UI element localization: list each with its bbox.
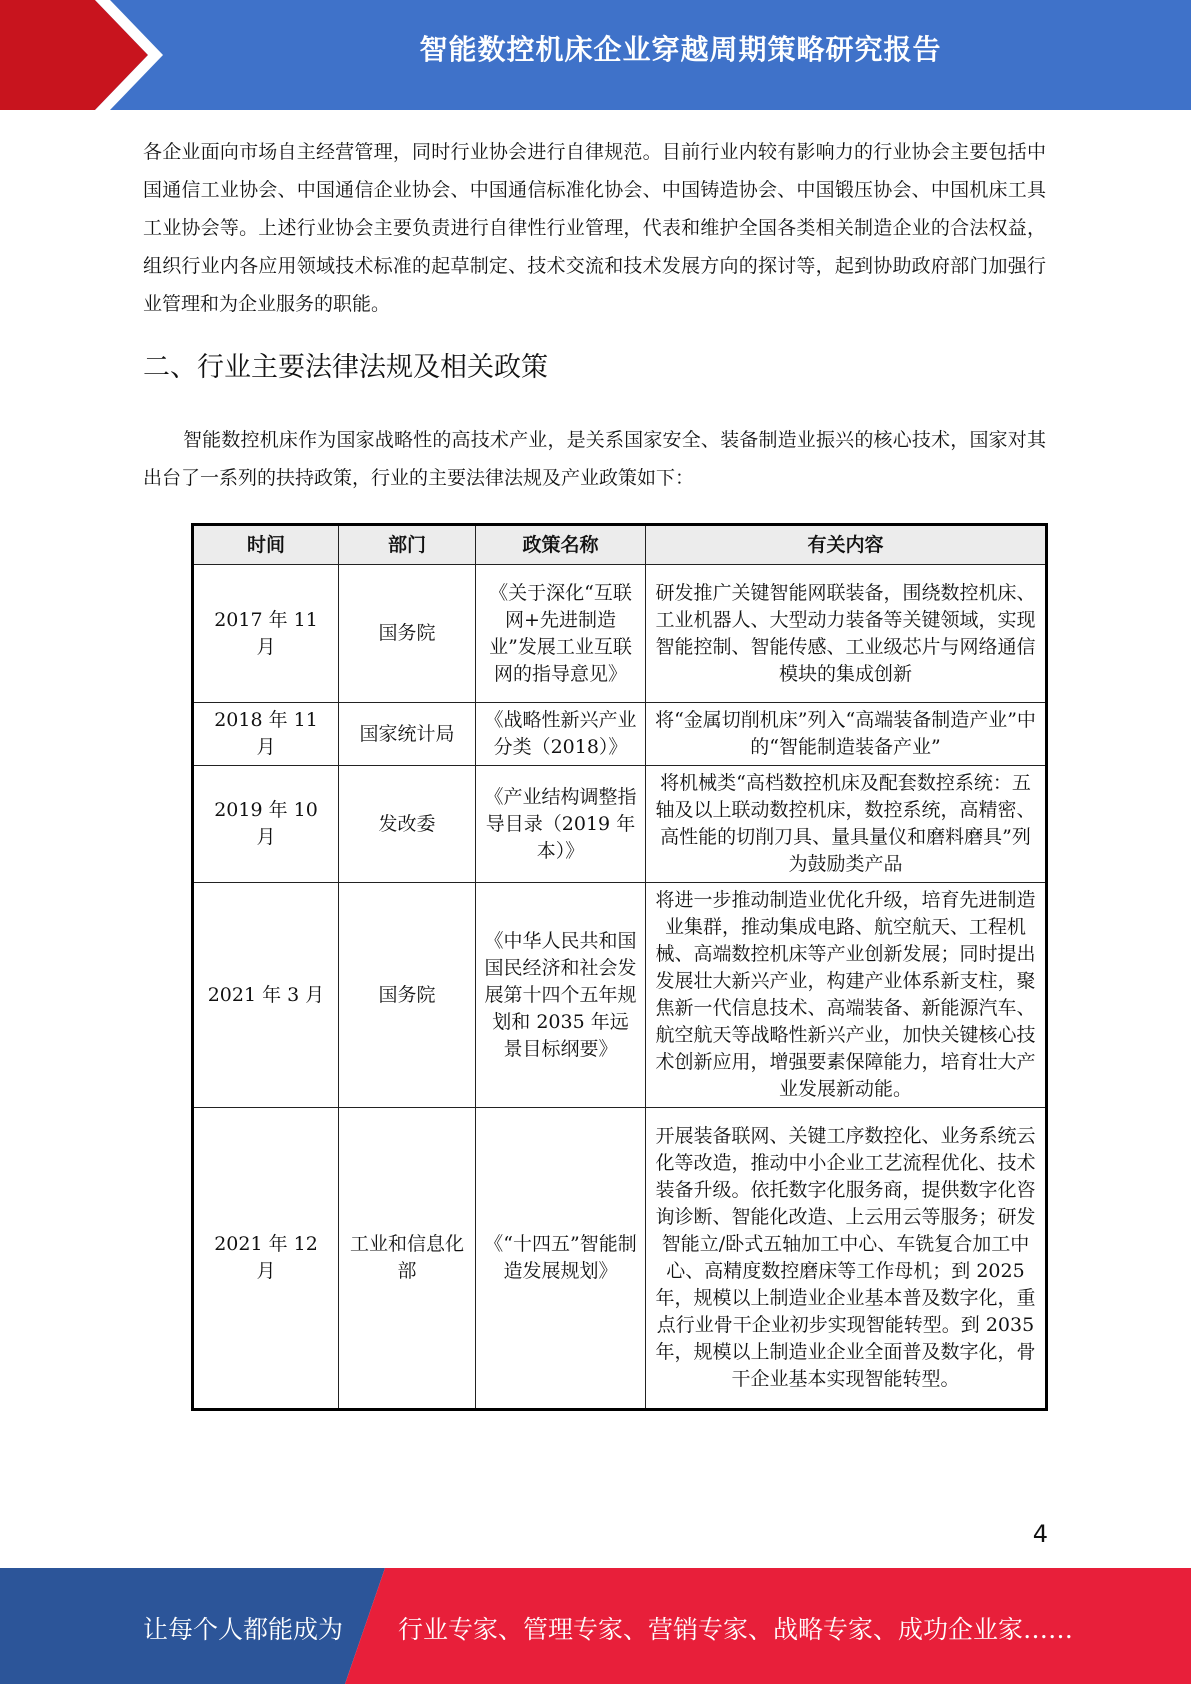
footer-slogan-left: 让每个人都能成为 (143, 1615, 344, 1644)
cell-time: 2021 年 3 月 (193, 883, 339, 1108)
cell-policy-name: 《战略性新兴产业分类（2018）》 (476, 703, 646, 766)
header-policy-name: 政策名称 (476, 525, 646, 565)
table-row (193, 565, 1047, 703)
table-header-row (193, 525, 1047, 565)
cell-policy-name: 《产业结构调整指导目录（2019 年本）》 (476, 766, 646, 883)
cell-policy-name: 《中华人民共和国国民经济和社会发展第十四个五年规划和 2035 年远景目标纲要》 (476, 883, 646, 1108)
header-content: 有关内容 (646, 525, 1047, 565)
table-row (193, 703, 1047, 766)
header-time: 时间 (193, 525, 339, 565)
cell-time: 2021 年 12 月 (193, 1108, 339, 1410)
cell-time: 2019 年 10 月 (193, 766, 339, 883)
cell-dept: 工业和信息化部 (339, 1108, 476, 1410)
cell-content: 将机械类“高档数控机床及配套数控系统：五轴及以上联动数控机床，数控系统，高精密、高性能的切削刀具、量具量仪和磨料磨具”列为鼓励类产品 (646, 766, 1047, 883)
cell-content: 将“金属切削机床”列入“高端装备制造产业”中的“智能制造装备产业” (646, 703, 1047, 766)
page-number: 4 (1032, 1520, 1048, 1548)
cell-dept: 国务院 (339, 883, 476, 1108)
cell-dept: 国家统计局 (339, 703, 476, 766)
section-heading: 二、行业主要法律法规及相关政策 (143, 352, 548, 383)
table-row (193, 766, 1047, 883)
intro-paragraph: 各企业面向市场自主经营管理，同时行业协会进行自律规范。目前行业内较有影响力的行业协会主要包括中国通信工业协会、中国通信企业协会、中国通信标准化协会、中国铸造协会、中国锻压协会、中国机床工具工业协会等。上述行业协会主要负责进行自律性行业管理，代表和维护全国各类相关制造企业的合法权益，组织行业内各应用领域技术标准的起草制定、技术交流和技术发展方向的探讨等，起到协助政府部门加强行业管理和为企业服务的职能。 (143, 141, 1046, 315)
page-header (0, 0, 1191, 110)
cell-time: 2018 年 11 月 (193, 703, 339, 766)
cell-content: 开展装备联网、关键工序数控化、业务系统云化等改造，推动中小企业工艺流程优化、技术装备升级。依托数字化服务商，提供数字化咨询诊断、智能化改造、上云用云等服务；研发智能立/卧式五轴加工中心、车铣复合加工中心、高精度数控磨床等工作母机；到 2025 年，规模以上制造业企业基本普及数字化，重点行业骨干企业初步实现智能转型。到 2035 年，规模以上制造业企业全面普及数字化，骨干企业基本实现智能转型。 (646, 1108, 1047, 1410)
page-footer (0, 1568, 1191, 1684)
cell-policy-name: 《关于深化“互联网+先进制造业”发展工业互联网的指导意见》 (476, 565, 646, 703)
header-dept: 部门 (339, 525, 476, 565)
report-title: 智能数控机床企业穿越周期策略研究报告 (419, 33, 942, 66)
table-row (193, 1108, 1047, 1410)
table-row (193, 883, 1047, 1108)
cell-dept: 发改委 (339, 766, 476, 883)
policy-intro-paragraph: 智能数控机床作为国家战略性的高技术产业，是关系国家安全、装备制造业振兴的核心技术，国家对其出台了一系列的扶持政策，行业的主要法律法规及产业政策如下： (143, 429, 1046, 489)
policy-table (191, 523, 1048, 1411)
cell-content: 将进一步推动制造业优化升级，培育先进制造业集群，推动集成电路、航空航天、工程机械、高端数控机床等产业创新发展；同时提出发展壮大新兴产业，构建产业体系新支柱，聚焦新一代信息技术、高端装备、新能源汽车、航空航天等战略性新兴产业，加快关键核心技术创新应用，增强要素保障能力，培育壮大产业发展新动能。 (646, 883, 1047, 1108)
cell-time: 2017 年 11 月 (193, 565, 339, 703)
cell-content: 研发推广关键智能网联装备，围绕数控机床、工业机器人、大型动力装备等关键领域，实现智能控制、智能传感、工业级芯片与网络通信模块的集成创新 (646, 565, 1047, 703)
cell-policy-name: 《“十四五”智能制造发展规划》 (476, 1108, 646, 1410)
cell-dept: 国务院 (339, 565, 476, 703)
footer-slogan-right: 行业专家、管理专家、营销专家、战略专家、成功企业家…… (398, 1615, 1074, 1644)
